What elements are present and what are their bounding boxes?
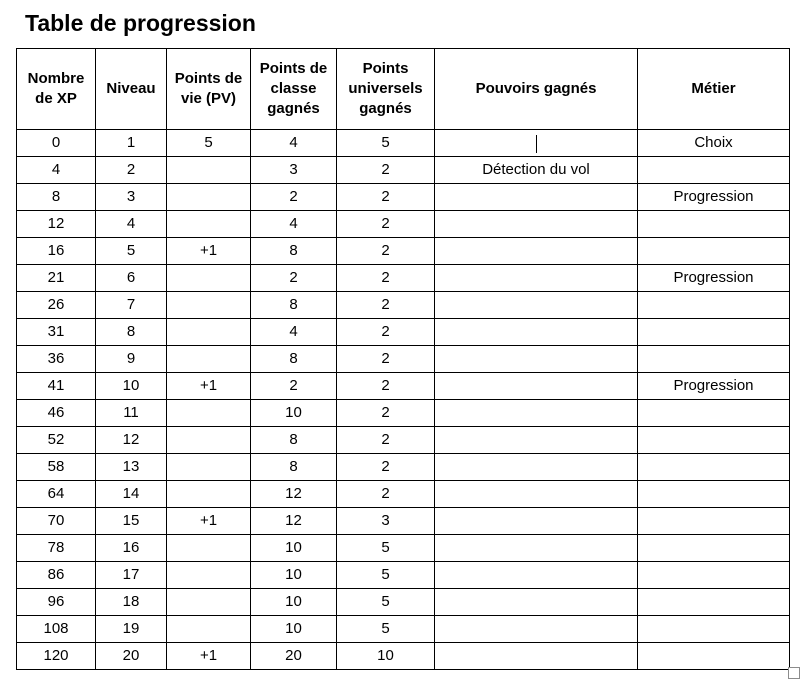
cell-points-universels[interactable]: 10 (337, 643, 435, 670)
table-row (17, 427, 790, 454)
cell-metier[interactable]: Progression (638, 373, 790, 400)
cell-pv[interactable]: +1 (167, 373, 251, 400)
cell-metier[interactable] (638, 454, 790, 481)
table-row (17, 535, 790, 562)
cell-xp[interactable]: 8 (17, 184, 96, 211)
cell-niveau[interactable]: 12 (96, 427, 167, 454)
table-row (17, 508, 790, 535)
cell-niveau[interactable]: 15 (96, 508, 167, 535)
cell-metier[interactable] (638, 292, 790, 319)
cell-pv[interactable] (167, 589, 251, 616)
table-row (17, 265, 790, 292)
cell-points-classe[interactable]: 8 (251, 346, 337, 373)
cell-pouvoirs[interactable] (435, 562, 638, 589)
cell-points-universels[interactable]: 2 (337, 157, 435, 184)
cell-metier[interactable] (638, 562, 790, 589)
cell-xp[interactable]: 46 (17, 400, 96, 427)
table-row (17, 292, 790, 319)
cell-xp[interactable]: 12 (17, 211, 96, 238)
table-row (17, 211, 790, 238)
cell-pouvoirs[interactable] (435, 238, 638, 265)
cell-xp[interactable]: 86 (17, 562, 96, 589)
cell-xp[interactable]: 58 (17, 454, 96, 481)
header-pouvoirs-gagnes: Pouvoirs gagnés (435, 49, 638, 130)
cell-metier[interactable] (638, 616, 790, 643)
cell-metier[interactable]: Progression (638, 265, 790, 292)
cell-pouvoirs[interactable] (435, 346, 638, 373)
cell-pv[interactable] (167, 481, 251, 508)
cell-points-classe[interactable]: 8 (251, 427, 337, 454)
cell-points-universels[interactable]: 5 (337, 130, 435, 157)
cell-pv[interactable] (167, 535, 251, 562)
cell-points-classe[interactable]: 10 (251, 400, 337, 427)
table-row (17, 616, 790, 643)
cell-points-classe[interactable]: 8 (251, 454, 337, 481)
cell-xp[interactable]: 16 (17, 238, 96, 265)
cell-points-classe[interactable]: 4 (251, 211, 337, 238)
cell-xp[interactable]: 26 (17, 292, 96, 319)
cell-metier[interactable] (638, 481, 790, 508)
cell-metier[interactable] (638, 589, 790, 616)
cell-xp[interactable]: 64 (17, 481, 96, 508)
cell-pouvoirs[interactable] (435, 184, 638, 211)
cell-pv[interactable] (167, 454, 251, 481)
cell-pv[interactable] (167, 616, 251, 643)
cell-points-universels[interactable]: 5 (337, 562, 435, 589)
cell-pv[interactable] (167, 346, 251, 373)
cell-points-classe[interactable]: 10 (251, 562, 337, 589)
cell-pv[interactable]: +1 (167, 643, 251, 670)
cell-niveau[interactable]: 1 (96, 130, 167, 157)
cell-pouvoirs[interactable] (435, 643, 638, 670)
cell-pv[interactable] (167, 319, 251, 346)
header-nombre-xp: Nombre de XP (17, 49, 96, 130)
table-row (17, 238, 790, 265)
table-row (17, 346, 790, 373)
cell-pv[interactable] (167, 265, 251, 292)
cell-niveau[interactable]: 18 (96, 589, 167, 616)
cell-points-classe[interactable]: 12 (251, 481, 337, 508)
cell-points-classe[interactable]: 4 (251, 130, 337, 157)
header-niveau: Niveau (96, 49, 167, 130)
cell-metier[interactable] (638, 319, 790, 346)
table-row (17, 589, 790, 616)
cell-metier[interactable] (638, 400, 790, 427)
cell-points-classe[interactable]: 4 (251, 319, 337, 346)
cell-points-universels[interactable]: 2 (337, 481, 435, 508)
cell-points-classe[interactable]: 12 (251, 508, 337, 535)
page-title: Table de progression (25, 10, 256, 36)
cell-points-universels[interactable]: 2 (337, 211, 435, 238)
cell-pv[interactable]: +1 (167, 508, 251, 535)
cell-points-classe[interactable]: 10 (251, 589, 337, 616)
cell-xp[interactable]: 96 (17, 589, 96, 616)
table-row (17, 157, 790, 184)
cell-niveau[interactable]: 4 (96, 211, 167, 238)
cell-metier[interactable] (638, 508, 790, 535)
cell-metier[interactable] (638, 211, 790, 238)
cell-pouvoirs[interactable] (435, 292, 638, 319)
cell-pv[interactable] (167, 427, 251, 454)
table-row (17, 319, 790, 346)
table-row (17, 184, 790, 211)
cell-niveau[interactable]: 9 (96, 346, 167, 373)
cell-metier[interactable] (638, 238, 790, 265)
cell-points-universels[interactable]: 2 (337, 265, 435, 292)
cell-points-universels[interactable]: 2 (337, 400, 435, 427)
cell-xp[interactable]: 120 (17, 643, 96, 670)
table-row (17, 373, 790, 400)
cell-pv[interactable] (167, 562, 251, 589)
cell-points-classe[interactable]: 8 (251, 292, 337, 319)
cell-pouvoirs[interactable] (435, 535, 638, 562)
cell-points-classe[interactable]: 20 (251, 643, 337, 670)
cell-niveau[interactable]: 19 (96, 616, 167, 643)
header-row (17, 49, 790, 130)
cell-xp[interactable]: 70 (17, 508, 96, 535)
cell-points-universels[interactable]: 5 (337, 616, 435, 643)
cell-metier[interactable] (638, 157, 790, 184)
cell-points-classe[interactable]: 10 (251, 535, 337, 562)
cell-pouvoirs[interactable] (435, 616, 638, 643)
cell-pv[interactable] (167, 292, 251, 319)
cell-niveau[interactable]: 14 (96, 481, 167, 508)
cell-niveau[interactable]: 16 (96, 535, 167, 562)
cell-points-classe[interactable]: 8 (251, 238, 337, 265)
table-resize-handle[interactable] (788, 667, 800, 679)
cell-xp[interactable]: 52 (17, 427, 96, 454)
cell-niveau[interactable]: 3 (96, 184, 167, 211)
cell-points-universels[interactable]: 5 (337, 589, 435, 616)
cell-pv[interactable]: 5 (167, 130, 251, 157)
cell-points-universels[interactable]: 2 (337, 184, 435, 211)
cell-points-universels[interactable]: 2 (337, 373, 435, 400)
cell-pv[interactable] (167, 184, 251, 211)
cell-points-classe[interactable]: 2 (251, 373, 337, 400)
cell-pouvoirs[interactable] (435, 481, 638, 508)
cell-xp[interactable]: 4 (17, 157, 96, 184)
header-points-universels: Points universels gagnés (337, 49, 435, 130)
cell-xp[interactable]: 78 (17, 535, 96, 562)
cell-pv[interactable]: +1 (167, 238, 251, 265)
cell-pv[interactable] (167, 400, 251, 427)
cell-points-universels[interactable]: 2 (337, 238, 435, 265)
cell-xp[interactable]: 31 (17, 319, 96, 346)
progression-table (16, 48, 790, 670)
cell-pouvoirs[interactable] (435, 454, 638, 481)
cell-metier[interactable] (638, 346, 790, 373)
table-row (17, 130, 790, 157)
table-row (17, 562, 790, 589)
cell-points-classe[interactable]: 3 (251, 157, 337, 184)
cell-niveau[interactable]: 5 (96, 238, 167, 265)
cell-points-classe[interactable]: 10 (251, 616, 337, 643)
cell-niveau[interactable]: 7 (96, 292, 167, 319)
table-row (17, 400, 790, 427)
cell-xp[interactable]: 108 (17, 616, 96, 643)
cell-points-universels[interactable]: 2 (337, 454, 435, 481)
cell-pv[interactable] (167, 157, 251, 184)
cell-points-universels[interactable]: 2 (337, 346, 435, 373)
cell-points-classe[interactable]: 2 (251, 265, 337, 292)
cell-metier[interactable]: Progression (638, 184, 790, 211)
cell-niveau[interactable]: 11 (96, 400, 167, 427)
cell-pouvoirs[interactable] (435, 508, 638, 535)
cell-metier[interactable] (638, 535, 790, 562)
cell-pv[interactable] (167, 211, 251, 238)
cell-content (435, 130, 637, 156)
cell-pouvoirs[interactable] (435, 373, 638, 400)
cell-pouvoirs[interactable] (435, 130, 638, 157)
cell-points-universels[interactable]: 2 (337, 292, 435, 319)
cell-metier[interactable] (638, 427, 790, 454)
cell-pouvoirs[interactable] (435, 211, 638, 238)
cell-points-universels[interactable]: 5 (337, 535, 435, 562)
table-row (17, 481, 790, 508)
cell-pouvoirs[interactable] (435, 589, 638, 616)
cell-xp[interactable]: 0 (17, 130, 96, 157)
cell-metier[interactable] (638, 643, 790, 670)
cell-niveau[interactable]: 13 (96, 454, 167, 481)
header-metier: Métier (638, 49, 790, 130)
cell-pouvoirs[interactable] (435, 400, 638, 427)
cell-pouvoirs[interactable]: Détection du vol (435, 157, 638, 184)
cell-niveau[interactable]: 10 (96, 373, 167, 400)
cell-niveau[interactable]: 8 (96, 319, 167, 346)
cell-niveau[interactable]: 20 (96, 643, 167, 670)
cell-xp[interactable]: 21 (17, 265, 96, 292)
header-points-de-vie: Points de vie (PV) (167, 49, 251, 130)
header-points-de-classe: Points de classe gagnés (251, 49, 337, 130)
cell-xp[interactable]: 41 (17, 373, 96, 400)
cell-metier[interactable]: Choix (638, 130, 790, 157)
text-cursor-icon (536, 135, 537, 153)
cell-niveau[interactable]: 2 (96, 157, 167, 184)
cell-points-universels[interactable]: 3 (337, 508, 435, 535)
cell-pouvoirs[interactable] (435, 265, 638, 292)
cell-points-universels[interactable]: 2 (337, 427, 435, 454)
cell-points-classe[interactable]: 2 (251, 184, 337, 211)
cell-pouvoirs[interactable] (435, 427, 638, 454)
cell-niveau[interactable]: 6 (96, 265, 167, 292)
cell-xp[interactable]: 36 (17, 346, 96, 373)
cell-pouvoirs[interactable] (435, 319, 638, 346)
table-row (17, 643, 790, 670)
cell-niveau[interactable]: 17 (96, 562, 167, 589)
cell-points-universels[interactable]: 2 (337, 319, 435, 346)
table-row (17, 454, 790, 481)
